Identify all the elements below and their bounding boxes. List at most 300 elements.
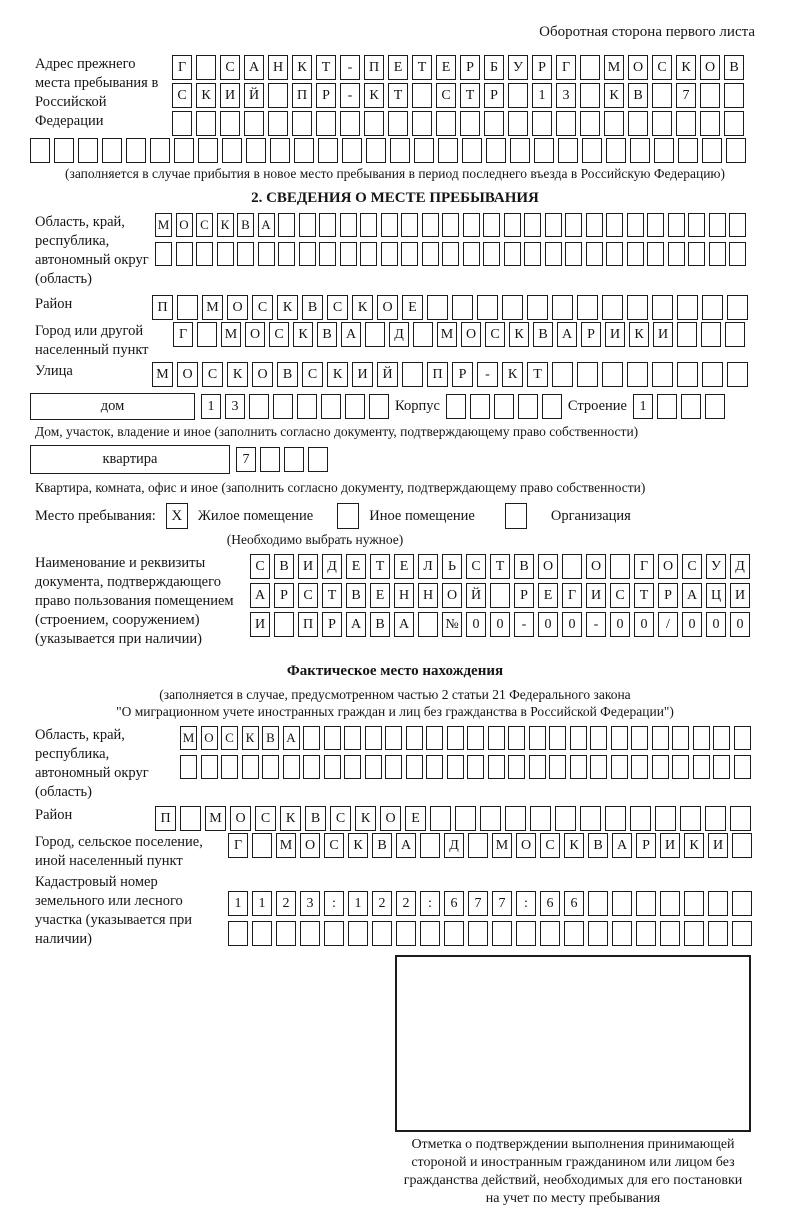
char-box: Е xyxy=(346,554,366,579)
char-box: В xyxy=(302,295,323,320)
char-box xyxy=(258,242,275,266)
char-box: 7 xyxy=(492,891,512,916)
char-box xyxy=(270,138,290,163)
char-box: О xyxy=(252,362,273,387)
char-box: / xyxy=(658,612,678,637)
char-box: О xyxy=(230,806,251,831)
char-box: Е xyxy=(436,55,456,80)
char-row xyxy=(228,891,752,916)
char-box xyxy=(401,213,418,237)
char-box xyxy=(442,242,459,266)
char-box: Т xyxy=(460,83,480,108)
char-box xyxy=(534,138,554,163)
char-box xyxy=(580,55,600,80)
fakt-oblast-block xyxy=(35,726,755,802)
char-box xyxy=(606,213,623,237)
char-box xyxy=(660,921,680,946)
char-box xyxy=(488,726,505,750)
char-box: М xyxy=(202,295,223,320)
char-box: М xyxy=(492,833,512,858)
char-box: И xyxy=(708,833,728,858)
char-box xyxy=(477,295,498,320)
char-box: Д xyxy=(444,833,464,858)
char-box xyxy=(529,726,546,750)
char-box xyxy=(684,891,704,916)
char-box xyxy=(54,138,74,163)
char-box: Г xyxy=(172,55,192,80)
char-box xyxy=(468,833,488,858)
char-box xyxy=(324,755,341,779)
prev-address-caption: (заполняется в случае прибытия в новое место пребывания в период последнего въезда в Российскую Федерацию) xyxy=(64,166,726,181)
char-box xyxy=(420,921,440,946)
stamp-caption xyxy=(361,1136,785,1208)
char-box xyxy=(483,242,500,266)
char-box: С xyxy=(466,554,486,579)
char-box: А xyxy=(346,612,366,637)
char-box xyxy=(300,921,320,946)
char-box xyxy=(412,111,432,136)
char-box: А xyxy=(258,213,275,237)
char-box xyxy=(724,83,744,108)
char-box xyxy=(385,755,402,779)
char-box xyxy=(564,921,584,946)
char-box xyxy=(324,726,341,750)
char-box: Г xyxy=(556,55,576,80)
char-box: С xyxy=(250,554,270,579)
char-box xyxy=(700,83,720,108)
char-box xyxy=(627,362,648,387)
char-box xyxy=(508,726,525,750)
char-box xyxy=(628,111,648,136)
char-box: П xyxy=(155,806,176,831)
char-box xyxy=(262,755,279,779)
char-box: 1 xyxy=(201,394,221,419)
char-box: 0 xyxy=(538,612,558,637)
char-box xyxy=(518,394,538,419)
char-box xyxy=(299,242,316,266)
char-box xyxy=(727,295,748,320)
char-box xyxy=(504,213,521,237)
char-box xyxy=(427,295,448,320)
char-box xyxy=(426,755,443,779)
char-box xyxy=(708,891,728,916)
char-box: В xyxy=(305,806,326,831)
char-row xyxy=(180,755,751,779)
char-row xyxy=(172,111,744,136)
char-box: Р xyxy=(460,55,480,80)
char-box xyxy=(422,242,439,266)
dom-cells xyxy=(201,394,389,419)
gorod-label: Город или другой населенный пункт xyxy=(35,323,149,358)
char-box: С xyxy=(485,322,505,347)
char-box: 7 xyxy=(676,83,696,108)
page-header-note: Оборотная сторона первого листа xyxy=(539,24,755,40)
char-box xyxy=(155,242,172,266)
char-box: А xyxy=(250,583,270,608)
char-box xyxy=(303,726,320,750)
fakt-rayon-block xyxy=(35,806,755,831)
char-box xyxy=(444,921,464,946)
char-box: Е xyxy=(405,806,426,831)
char-box xyxy=(672,755,689,779)
char-box xyxy=(660,891,680,916)
char-box: 2 xyxy=(276,891,296,916)
char-box xyxy=(381,213,398,237)
char-box: С xyxy=(324,833,344,858)
char-box xyxy=(631,726,648,750)
char-box xyxy=(702,138,722,163)
char-box: В xyxy=(372,833,392,858)
kvartira-row xyxy=(30,445,755,474)
char-box xyxy=(681,394,701,419)
char-box xyxy=(30,138,50,163)
char-box xyxy=(78,138,98,163)
char-box: Й xyxy=(466,583,486,608)
oblast-label: Область, край, республика, автономный округ (область) xyxy=(35,214,149,287)
char-box: К xyxy=(280,806,301,831)
char-box xyxy=(627,295,648,320)
char-box xyxy=(447,755,464,779)
char-box: 0 xyxy=(730,612,750,637)
char-box xyxy=(668,213,685,237)
char-box: П xyxy=(292,83,312,108)
char-box: 0 xyxy=(610,612,630,637)
char-box: Р xyxy=(636,833,656,858)
char-box xyxy=(558,138,578,163)
char-box: С xyxy=(221,726,238,750)
char-box: М xyxy=(180,726,197,750)
char-box: Т xyxy=(634,583,654,608)
char-box xyxy=(385,726,402,750)
char-box xyxy=(701,322,721,347)
char-box xyxy=(610,554,630,579)
gorod-block xyxy=(35,322,755,360)
char-box: 2 xyxy=(396,891,416,916)
char-box xyxy=(570,755,587,779)
char-box xyxy=(725,322,745,347)
char-box xyxy=(542,394,562,419)
char-box: К xyxy=(242,726,259,750)
stamp-caption-line: Отметка о подтверждении выполнения принимающей xyxy=(411,1137,735,1152)
char-box: : xyxy=(420,891,440,916)
char-box xyxy=(442,213,459,237)
char-box: 1 xyxy=(348,891,368,916)
char-box: Г xyxy=(173,322,193,347)
char-box: Л xyxy=(418,554,438,579)
char-box xyxy=(562,554,582,579)
char-box xyxy=(631,755,648,779)
char-box: С xyxy=(172,83,192,108)
char-box xyxy=(494,394,514,419)
char-box: 7 xyxy=(468,891,488,916)
char-box xyxy=(705,394,725,419)
char-box: С xyxy=(298,583,318,608)
char-box xyxy=(303,755,320,779)
char-box: О xyxy=(177,362,198,387)
fakt-oblast-rows xyxy=(180,726,751,779)
char-box xyxy=(436,111,456,136)
char-box xyxy=(340,111,360,136)
fakt-kadastr-rows xyxy=(228,891,752,946)
kvartira-labelbox: квартира xyxy=(30,445,230,474)
char-box xyxy=(273,394,293,419)
char-box: П xyxy=(298,612,318,637)
char-row xyxy=(152,362,748,387)
char-box xyxy=(369,394,389,419)
char-box xyxy=(249,394,269,419)
ulitsa-block xyxy=(35,362,755,387)
org-checkbox xyxy=(505,503,527,529)
char-row xyxy=(173,322,745,347)
char-box xyxy=(217,242,234,266)
char-box: Н xyxy=(394,583,414,608)
char-box xyxy=(252,833,272,858)
stamp-box xyxy=(395,955,751,1132)
char-box: К xyxy=(196,83,216,108)
char-box: 6 xyxy=(564,891,584,916)
char-box: В xyxy=(514,554,534,579)
char-box xyxy=(688,242,705,266)
char-box: - xyxy=(340,55,360,80)
char-box: С xyxy=(540,833,560,858)
char-box: К xyxy=(564,833,584,858)
char-box: М xyxy=(276,833,296,858)
char-box: Е xyxy=(402,295,423,320)
char-box xyxy=(552,295,573,320)
char-box xyxy=(176,242,193,266)
char-box xyxy=(668,242,685,266)
char-box xyxy=(463,213,480,237)
char-box xyxy=(606,138,626,163)
char-box: : xyxy=(324,891,344,916)
char-box: Р xyxy=(452,362,473,387)
char-box xyxy=(340,213,357,237)
char-box xyxy=(319,242,336,266)
char-box xyxy=(488,755,505,779)
char-box: 1 xyxy=(633,394,653,419)
char-box: О xyxy=(245,322,265,347)
char-box xyxy=(577,362,598,387)
char-box xyxy=(657,394,677,419)
char-box: - xyxy=(514,612,534,637)
char-box: И xyxy=(660,833,680,858)
char-box xyxy=(274,612,294,637)
char-box xyxy=(102,138,122,163)
char-box xyxy=(734,755,751,779)
char-box xyxy=(463,242,480,266)
char-box: Й xyxy=(244,83,264,108)
char-box: С xyxy=(252,295,273,320)
ulitsa-label: Улица xyxy=(35,363,73,379)
inoe-label: Иное помещение xyxy=(369,507,475,524)
char-box: Р xyxy=(316,83,336,108)
char-box xyxy=(602,362,623,387)
char-box xyxy=(678,138,698,163)
char-box: Г xyxy=(228,833,248,858)
char-box xyxy=(201,755,218,779)
char-box: С xyxy=(436,83,456,108)
char-box xyxy=(713,726,730,750)
char-box xyxy=(388,111,408,136)
char-box: С xyxy=(652,55,672,80)
char-box xyxy=(278,242,295,266)
char-box xyxy=(647,213,664,237)
char-box xyxy=(508,755,525,779)
char-box xyxy=(627,213,644,237)
char-box xyxy=(530,806,551,831)
char-box xyxy=(590,726,607,750)
char-box xyxy=(278,213,295,237)
char-box xyxy=(360,213,377,237)
char-box: 0 xyxy=(490,612,510,637)
fakt-oblast-label: Область, край, республика, автономный округ (область) xyxy=(35,727,149,800)
char-row xyxy=(172,55,744,80)
char-box: Н xyxy=(418,583,438,608)
inoe-checkbox xyxy=(337,503,359,529)
char-box: К xyxy=(348,833,368,858)
char-box: А xyxy=(682,583,702,608)
section2-title: 2. СВЕДЕНИЯ О МЕСТЕ ПРЕБЫВАНИЯ xyxy=(251,190,539,206)
char-box xyxy=(655,806,676,831)
char-box: О xyxy=(377,295,398,320)
char-box xyxy=(730,806,751,831)
char-box: Е xyxy=(394,554,414,579)
fakt-gorod-label: Город, сельское поселение, иной населенный пункт xyxy=(35,834,203,869)
char-box: М xyxy=(205,806,226,831)
fakt-caption2: "О миграционном учете иностранных граждан и лиц без гражданства в Российской Федерации") xyxy=(116,704,674,719)
char-box: В xyxy=(370,612,390,637)
char-box xyxy=(480,806,501,831)
char-box: Т xyxy=(322,583,342,608)
char-box: О xyxy=(227,295,248,320)
char-box xyxy=(611,726,628,750)
char-row-full xyxy=(30,138,755,163)
char-box: О xyxy=(538,554,558,579)
char-box: А xyxy=(396,833,416,858)
char-row xyxy=(155,213,746,237)
char-box: В xyxy=(533,322,553,347)
stamp-caption-line: на учет по месту пребывания xyxy=(485,1191,661,1206)
char-box xyxy=(365,322,385,347)
char-box xyxy=(406,755,423,779)
char-box xyxy=(196,111,216,136)
char-box: М xyxy=(221,322,241,347)
char-box: И xyxy=(220,83,240,108)
char-row xyxy=(155,242,746,266)
char-box: О xyxy=(442,583,462,608)
char-box xyxy=(180,806,201,831)
char-row xyxy=(155,806,751,831)
char-box: С xyxy=(330,806,351,831)
char-box xyxy=(684,921,704,946)
char-box xyxy=(402,362,423,387)
char-box xyxy=(545,213,562,237)
char-box xyxy=(606,242,623,266)
korpus-cells xyxy=(446,394,562,419)
fakt-rayon-label: Район xyxy=(35,807,73,823)
char-box xyxy=(508,111,528,136)
char-box xyxy=(196,242,213,266)
char-box xyxy=(344,755,361,779)
char-box xyxy=(348,921,368,946)
char-box xyxy=(468,921,488,946)
char-box xyxy=(420,833,440,858)
char-box xyxy=(490,583,510,608)
char-box: 1 xyxy=(252,891,272,916)
char-box: А xyxy=(341,322,361,347)
char-box xyxy=(540,921,560,946)
char-box xyxy=(580,806,601,831)
char-box xyxy=(228,921,248,946)
char-box xyxy=(580,111,600,136)
char-box: К xyxy=(327,362,348,387)
char-box: Д xyxy=(730,554,750,579)
char-box: Р xyxy=(658,583,678,608)
char-box: О xyxy=(176,213,193,237)
mesto-row xyxy=(35,503,755,529)
char-box: К xyxy=(502,362,523,387)
char-box xyxy=(677,322,697,347)
char-box: Т xyxy=(316,55,336,80)
dom-labelbox: дом xyxy=(30,393,195,420)
char-box: В xyxy=(262,726,279,750)
char-box xyxy=(700,111,720,136)
char-box: К xyxy=(684,833,704,858)
zhiloe-label: Жилое помещение xyxy=(197,507,314,524)
char-box xyxy=(292,111,312,136)
char-box: - xyxy=(586,612,606,637)
char-box xyxy=(556,111,576,136)
char-box: А xyxy=(557,322,577,347)
char-box xyxy=(294,138,314,163)
char-box: 3 xyxy=(225,394,245,419)
kvartira-caption: Квартира, комната, офис и иное (заполнить согласно документу, подтверждающему право собственности) xyxy=(35,480,646,495)
mesto-caption: (Необходимо выбрать нужное) xyxy=(226,532,404,547)
char-box xyxy=(467,726,484,750)
kvartira-cells xyxy=(236,447,328,472)
char-box xyxy=(590,755,607,779)
char-box: Р xyxy=(322,612,342,637)
char-box: С xyxy=(327,295,348,320)
char-box xyxy=(452,295,473,320)
char-box xyxy=(693,726,710,750)
char-box xyxy=(426,726,443,750)
char-box: Д xyxy=(389,322,409,347)
stamp-area xyxy=(395,955,751,1208)
char-box xyxy=(505,806,526,831)
char-box xyxy=(418,612,438,637)
char-box xyxy=(197,322,217,347)
char-box xyxy=(586,242,603,266)
org-label: Организация xyxy=(550,507,631,524)
char-box xyxy=(297,394,317,419)
prev-address-label: Адрес прежнего места пребывания в Российской Федерации xyxy=(35,56,159,129)
fakt-kadastr-block xyxy=(35,873,755,949)
char-box xyxy=(677,362,698,387)
char-box xyxy=(627,242,644,266)
char-box: Т xyxy=(388,83,408,108)
fakt-kadastr-label: Кадастровый номер земельного или лесного участка (указывается при наличии) xyxy=(35,874,192,947)
char-box xyxy=(390,138,410,163)
doc-label: Наименование и реквизиты документа, подтверждающего право пользования помещением (строением, сооружением) (указывается при наличии) xyxy=(35,555,234,647)
char-box xyxy=(732,833,752,858)
char-box xyxy=(221,755,238,779)
char-box xyxy=(729,242,746,266)
doc-block xyxy=(35,554,755,649)
char-box xyxy=(729,213,746,237)
char-box xyxy=(260,447,280,472)
char-box xyxy=(709,242,726,266)
